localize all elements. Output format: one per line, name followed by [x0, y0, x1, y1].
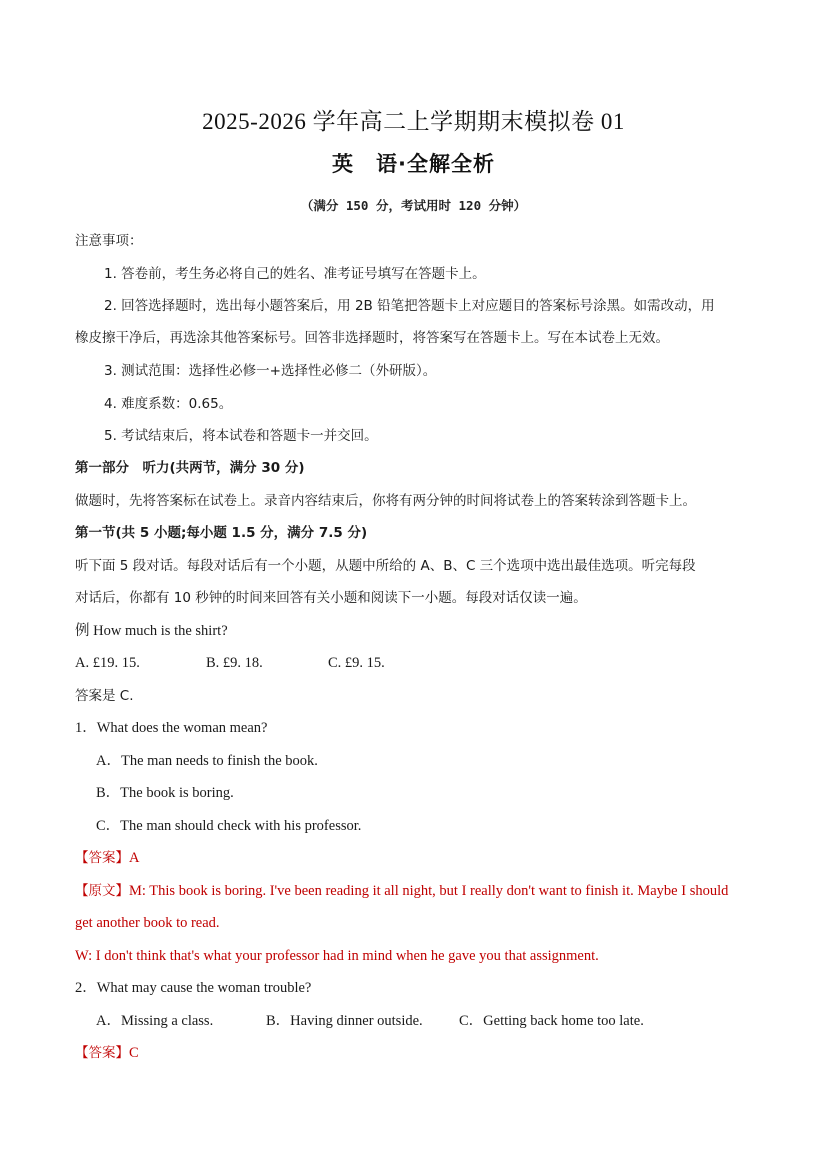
- question-1-option-b: B．The book is boring.: [96, 785, 234, 801]
- note-item-4: 4. 难度系数：0.65。: [104, 396, 233, 412]
- example-option-a: A. £19. 15.: [75, 655, 140, 671]
- example-option-c: C. £9. 15.: [328, 655, 385, 671]
- note-item-3: 3. 测试范围：选择性必修一+选择性必修二（外研版）。: [104, 363, 437, 379]
- example-question: 例 How much is the shirt?: [75, 623, 228, 639]
- answer-value: C: [129, 1045, 139, 1061]
- score-note: （满分 150 分，考试用时 120 分钟）: [300, 198, 527, 213]
- part1-instruction: 做题时，先将答案标在试卷上。录音内容结束后，你将有两分钟的时间将试卷上的答案转涂到答题卡上。: [75, 493, 696, 509]
- answer-label: 【答案】: [75, 1045, 129, 1061]
- note-item-5: 5. 考试结束后，将本试卷和答题卡一并交回。: [104, 428, 378, 444]
- question-1-answer: [75, 848, 139, 868]
- question-1-source-line-2: get another book to read.: [75, 915, 220, 931]
- question-1-option-a: A．The man needs to finish the book.: [96, 753, 318, 769]
- question-2-options: [96, 1011, 644, 1031]
- note-item-2: 2. 回答选择题时，选出每小题答案后，用 2B 铅笔把答题卡上对应题目的答案标号涂黑。如需改动，用: [104, 298, 715, 314]
- question-1-source-line-1: [75, 881, 728, 901]
- example-answer: 答案是 C.: [75, 688, 134, 704]
- question-2-answer: [75, 1043, 139, 1063]
- section1-instruction-1: 听下面 5 段对话。每段对话后有一个小题，从题中所给的 A、B、C 三个选项中选出最佳选项。听完每段: [75, 558, 696, 574]
- example-options: [75, 653, 385, 673]
- note-item-1: 1. 答卷前，考生务必将自己的姓名、准考证号填写在答题卡上。: [104, 266, 486, 282]
- part1-heading: 第一部分 听力(共两节，满分 30 分): [75, 460, 305, 476]
- source-label: 【原文】: [75, 883, 129, 899]
- page-subtitle: 英 语·全解全析: [332, 152, 495, 176]
- question-2-option-b: B．Having dinner outside.: [266, 1013, 423, 1029]
- question-2-option-c: C．Getting back home too late.: [459, 1013, 644, 1029]
- question-1-option-c: C．The man should check with his professor.: [96, 818, 362, 834]
- answer-label: 【答案】: [75, 850, 129, 866]
- page-title: 2025-2026 学年高二上学期期末模拟卷 01: [202, 109, 625, 134]
- question-1-stem: 1．What does the woman mean?: [75, 720, 268, 736]
- question-2-option-a: A．Missing a class.: [96, 1013, 214, 1029]
- section1-instruction-2: 对话后，你都有 10 秒钟的时间来回答有关小题和阅读下一小题。每段对话仅读一遍。: [75, 590, 587, 606]
- section1-heading: 第一节(共 5 小题;每小题 1.5 分，满分 7.5 分): [75, 525, 368, 541]
- question-1-source-line-3: W: I don't think that's what your professor had in mind when he gave you that assignment.: [75, 948, 599, 964]
- question-2-stem: 2．What may cause the woman trouble?: [75, 980, 312, 996]
- answer-value: A: [129, 850, 140, 866]
- note-item-2-cont: 橡皮擦干净后，再选涂其他答案标号。回答非选择题时，将答案写在答题卡上。写在本试卷上无效。: [75, 330, 669, 346]
- notes-heading: 注意事项：: [75, 233, 143, 249]
- source-text: M: This book is boring. I've been reading it all night, but I really don't want to finish it. Maybe I should: [129, 883, 729, 899]
- example-option-b: B. £9. 18.: [206, 655, 263, 671]
